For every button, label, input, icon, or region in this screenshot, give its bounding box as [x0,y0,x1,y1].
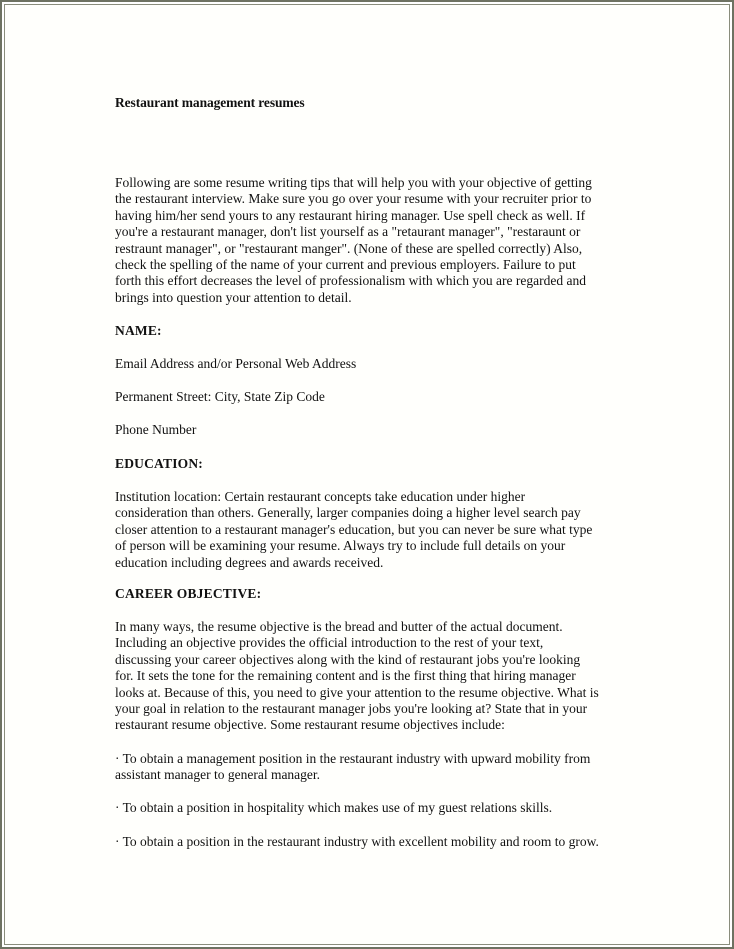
career-line: In many ways, the resume objective is the bread and butter of the actual document. [115,619,563,634]
career-line: discussing your career objectives along with the kind of restaurant jobs you're looking [115,651,581,667]
education-heading: EDUCATION: [115,456,204,471]
intro-line: restraunt manager", or "restaurant manger". (None of these are spelled correctly) Also, [115,240,583,256]
education-line: education including degrees and awards received. [115,554,384,570]
intro-line: forth this effort decreases the level of professionalism with which you are regarded and [115,273,586,289]
email-address-line: Email Address and/or Personal Web Address [115,356,357,371]
education-line: consideration than others. Generally, larger companies doing a higher level search pay [115,505,581,521]
page-frame-inner [4,4,730,945]
education-line: closer attention to a restaurant manager's education, but you can never be sure what type [115,521,593,537]
education-line: Institution location: Certain restaurant concepts take education under higher [115,489,526,504]
intro-line: Following are some resume writing tips that will help you with your objective of getting [115,175,592,190]
objective-bullet-item [115,800,635,816]
career-objective-paragraph [115,619,635,734]
objective-line: assistant manager to general manager. [115,767,321,783]
intro-line: the restaurant interview. Make sure you go over your resume with your recruiter prior to [115,191,592,207]
intro-line: brings into question your attention to detail. [115,289,352,305]
objective-line: · To obtain a position in hospitality which makes use of my guest relations skills. [115,800,553,815]
name-heading: NAME: [115,323,162,338]
career-objective-heading: CAREER OBJECTIVE: [115,586,262,601]
education-paragraph [115,489,635,571]
education-line: of person will be examining your resume. Always try to include full details on your [115,538,566,554]
career-line: looks at. Because of this, you need to give your attention to the resume objective. What is [115,684,599,700]
career-line: your goal in relation to the restaurant manager jobs you're looking at? State that in your [115,701,588,717]
career-line: Including an objective provides the official introduction to the rest of your text, [115,635,544,651]
phone-number-line: Phone Number [115,422,197,437]
objective-line: · To obtain a position in the restaurant industry with excellent mobility and room to grow. [115,834,599,849]
objective-line: · To obtain a management position in the restaurant industry with upward mobility from [115,751,591,766]
document-title: Restaurant management resumes [115,95,305,110]
career-line: for. It sets the tone for the remaining content and is the first thing that hiring manager [115,668,576,684]
objective-bullet-item [115,834,635,850]
intro-line: having him/her send yours to any restaurant hiring manager. Use spell check as well. If [115,207,586,223]
permanent-street-line: Permanent Street: City, State Zip Code [115,389,325,404]
intro-paragraph [115,175,635,306]
career-line: restaurant resume objective. Some restaurant resume objectives include: [115,717,505,733]
intro-line: check the spelling of the name of your current and previous employers. Failure to put [115,257,576,273]
intro-line: you're a restaurant manager, don't list yourself as a "retaurant manager", "restaraunt or [115,224,581,240]
objective-bullet-item [115,751,635,784]
